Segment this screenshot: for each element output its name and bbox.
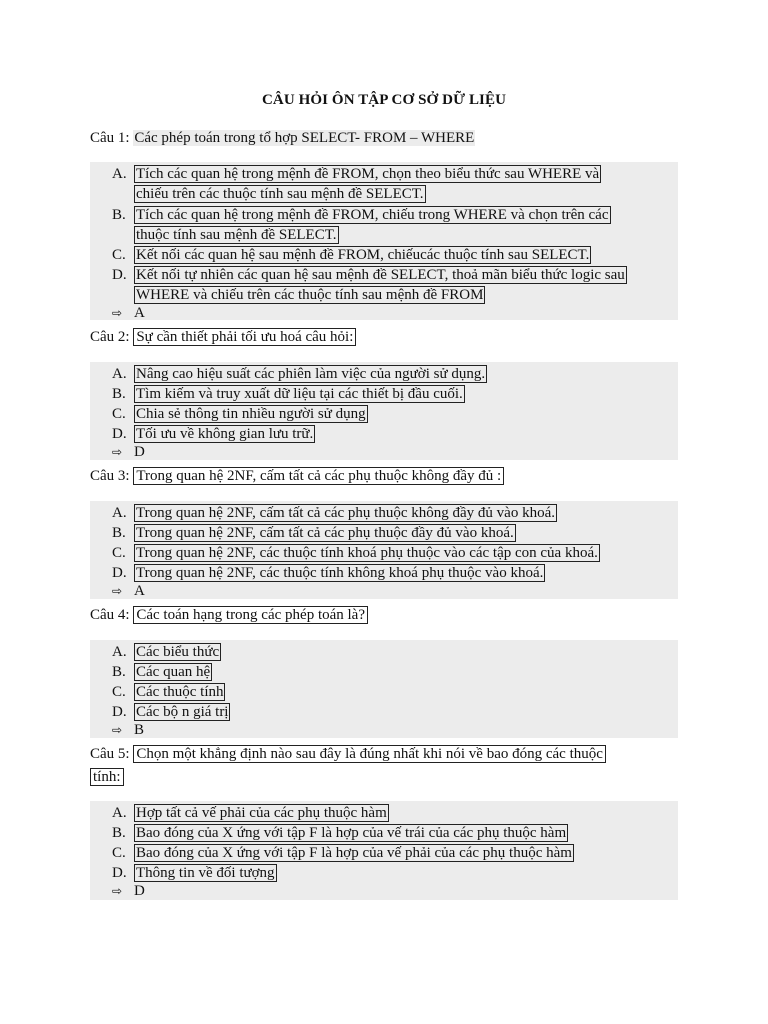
option-text: Kết nối các quan hệ sau mệnh đề FROM, chiếucác thuộc tính sau SELECT. (136, 247, 590, 263)
answer-2 (112, 443, 145, 461)
option-letter: D. (112, 426, 127, 442)
question-5-continued (90, 767, 124, 787)
option-letter: D. (112, 704, 127, 720)
arrow-right-icon: ⇨ (112, 306, 123, 320)
question-1 (90, 128, 475, 148)
answer-letter: D (134, 883, 145, 899)
option-text: Thông tin về đối tượng (136, 865, 275, 881)
option-text: Tối ưu về không gian lưu trữ. (136, 426, 314, 442)
option-b (112, 523, 678, 543)
option-text: Bao đóng của X ứng với tập F là hợp của vế phải của các phụ thuộc hàm (136, 845, 572, 861)
option-letter: C. (112, 406, 126, 422)
option-c (112, 404, 678, 424)
answer-letter: A (134, 583, 145, 599)
question-text: Các toán hạng trong các phép toán là? (133, 606, 368, 624)
option-text-line: thuộc tính sau mệnh đề SELECT. (136, 227, 337, 243)
option-letter: B. (112, 664, 126, 680)
option-text: Trong quan hệ 2NF, các thuộc tính không khoá phụ thuộc vào khoá. (136, 565, 544, 581)
option-letter: B. (112, 386, 126, 402)
option-text: Tìm kiếm và truy xuất dữ liệu tại các thiết bị đầu cuối. (136, 386, 463, 402)
option-b (112, 823, 678, 843)
option-text-line: WHERE và chiếu trên các thuộc tính sau mệnh đề FROM (136, 287, 484, 303)
option-text-line: Kết nối tự nhiên các quan hệ sau mệnh đề SELECT, thoả mãn biểu thức logic sau (136, 267, 625, 283)
option-text: Các biểu thức (136, 644, 220, 660)
option-letter: D. (112, 865, 127, 881)
arrow-right-icon: ⇨ (112, 723, 123, 737)
option-letter: A. (112, 644, 127, 660)
option-text: Trong quan hệ 2NF, cấm tất cả các phụ thuộc đầy đủ vào khoá. (136, 525, 514, 541)
question-text-line: tính: (90, 768, 124, 786)
arrow-right-icon: ⇨ (112, 584, 123, 598)
option-a (112, 164, 678, 204)
option-c (112, 682, 678, 702)
answer-4 (112, 721, 144, 739)
option-letter: C. (112, 247, 126, 263)
option-text: Các quan hệ (136, 664, 211, 680)
question-2 (90, 327, 356, 347)
question-text-line: Chọn một khẳng định nào sau đây là đúng nhất khi nói về bao đóng các thuộc (133, 745, 606, 763)
answer-letter: B (134, 722, 145, 738)
option-letter: D. (112, 565, 127, 581)
option-letter: D. (112, 267, 127, 283)
option-c (112, 245, 678, 265)
option-text: Trong quan hệ 2NF, các thuộc tính khoá phụ thuộc vào các tập con của khoá. (136, 545, 598, 561)
option-b (112, 384, 678, 404)
question-5 (90, 744, 606, 764)
document-title: CÂU HỎI ÔN TẬP CƠ SỞ DỮ LIỆU (261, 92, 507, 108)
option-letter: B. (112, 525, 126, 541)
option-letter: A. (112, 166, 127, 182)
option-text: Chia sẻ thông tin nhiều người sử dụng (136, 406, 366, 422)
question-label: Câu 1: (90, 130, 130, 146)
option-a (112, 364, 678, 384)
question-4 (90, 605, 368, 625)
question-label: Câu 3: (90, 468, 130, 484)
question-3 (90, 466, 504, 486)
option-letter: A. (112, 805, 127, 821)
question-label: Câu 4: (90, 607, 130, 623)
option-text-line: Tích các quan hệ trong mệnh đề FROM, chọn theo biểu thức sau WHERE và (136, 166, 600, 182)
option-letter: A. (112, 366, 127, 382)
answer-5 (112, 882, 145, 900)
option-text: Các bộ n giá trị (136, 704, 229, 720)
option-letter: C. (112, 845, 126, 861)
answer-letter: D (134, 444, 145, 460)
question-label: Câu 2: (90, 329, 130, 345)
option-a (112, 803, 678, 823)
option-letter: B. (112, 825, 126, 841)
option-d (112, 863, 678, 883)
option-text: Bao đóng của X ứng với tập F là hợp của vế trái của các phụ thuộc hàm (136, 825, 567, 841)
answer-letter: A (134, 305, 145, 321)
arrow-right-icon: ⇨ (112, 445, 123, 459)
option-c (112, 843, 678, 863)
answer-3 (112, 582, 145, 600)
question-text: Sự cần thiết phải tối ưu hoá câu hỏi: (133, 328, 356, 346)
arrow-right-icon: ⇨ (112, 884, 123, 898)
option-text-line: chiếu trên các thuộc tính sau mệnh đề SELECT. (136, 186, 424, 202)
option-b (112, 205, 678, 245)
option-d (112, 424, 678, 444)
option-text: Các thuộc tính (136, 684, 224, 700)
option-d (112, 702, 678, 722)
option-text: Hợp tất cả vế phải của các phụ thuộc hàm (136, 805, 387, 821)
question-text: Các phép toán trong tổ hợp SELECT- FROM – WHERE (134, 130, 475, 146)
option-a (112, 642, 678, 662)
option-letter: C. (112, 545, 126, 561)
option-d (112, 563, 678, 583)
option-letter: A. (112, 505, 127, 521)
answer-1 (112, 304, 145, 322)
option-a (112, 503, 678, 523)
option-text: Trong quan hệ 2NF, cấm tất cả các phụ thuộc không đầy đủ vào khoá. (136, 505, 555, 521)
question-text: Trong quan hệ 2NF, cấm tất cả các phụ thuộc không đầy đủ : (133, 467, 504, 485)
option-letter: C. (112, 684, 126, 700)
option-letter: B. (112, 207, 126, 223)
option-c (112, 543, 678, 563)
question-label: Câu 5: (90, 746, 130, 762)
option-d (112, 265, 678, 305)
option-text: Nâng cao hiệu suất các phiên làm việc của người sử dụng. (136, 366, 486, 382)
option-text-line: Tích các quan hệ trong mệnh đề FROM, chiếu trong WHERE và chọn trên các (136, 207, 609, 223)
option-b (112, 662, 678, 682)
